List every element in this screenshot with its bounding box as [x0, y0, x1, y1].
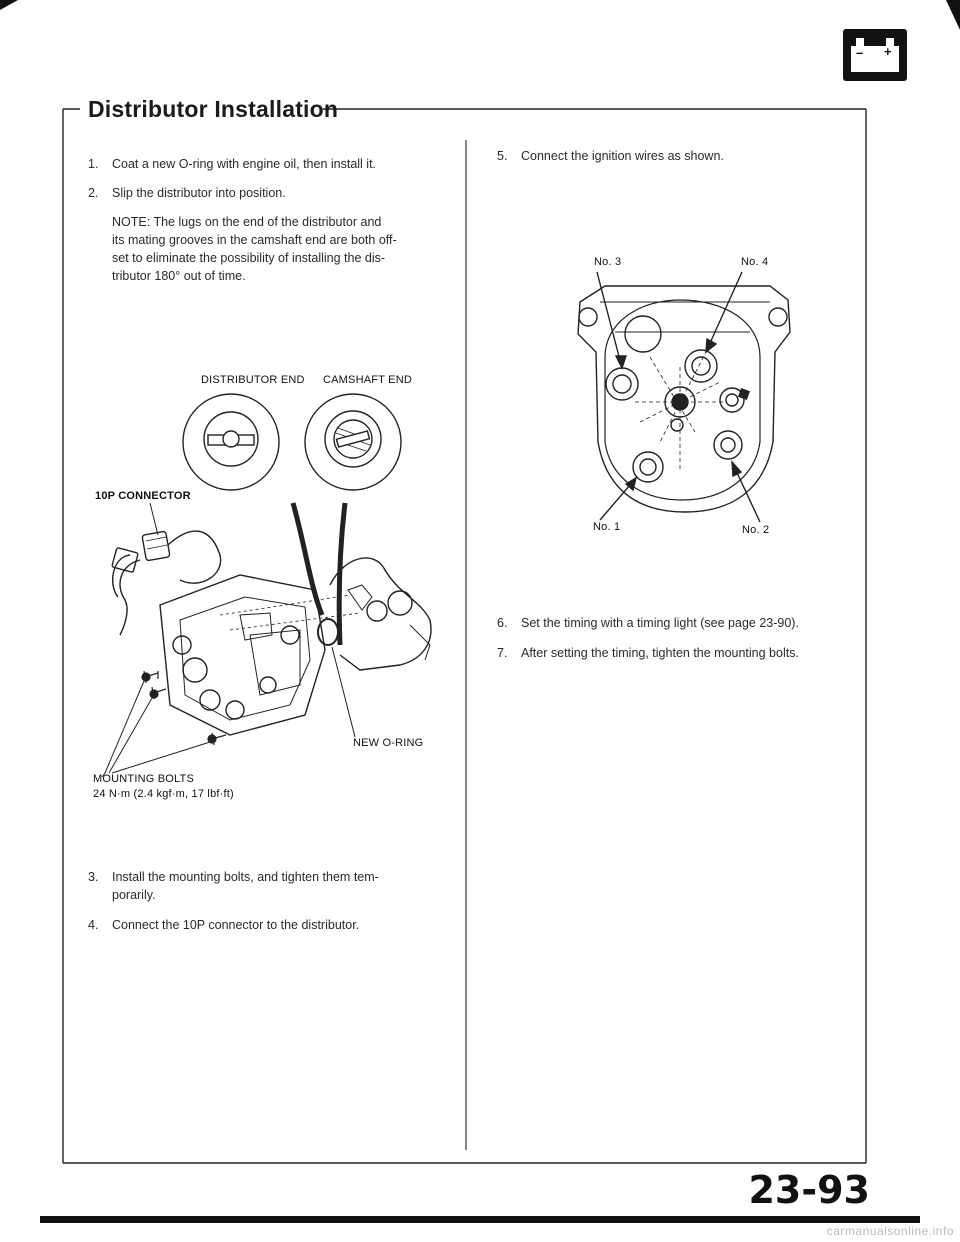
battery-minus-sign: –	[856, 45, 864, 60]
step-5	[497, 147, 857, 165]
note-line: set to eliminate the possibility of installing the dis-	[112, 251, 386, 265]
step-number: 6.	[497, 616, 508, 630]
step-number: 7.	[497, 646, 508, 660]
label-cylinder-2: No. 2	[742, 524, 770, 536]
step-number: 5.	[497, 149, 508, 163]
watermark: carmanualsonline.info	[826, 1224, 954, 1238]
step-6	[497, 614, 857, 632]
note-line: tributor 180° out of time.	[112, 269, 246, 283]
step-1	[88, 155, 458, 173]
step-text: porarily.	[112, 888, 156, 902]
note-block	[112, 213, 460, 285]
distributor-installation-diagram	[100, 385, 440, 805]
step-text-block	[112, 916, 359, 934]
label-cylinder-1: No. 1	[593, 521, 621, 533]
label-cylinder-3: No. 3	[594, 256, 622, 268]
step-text: After setting the timing, tighten the mounting bolts.	[521, 646, 799, 660]
step-text-block	[112, 868, 379, 904]
battery-icon	[842, 28, 908, 82]
step-number: 2.	[88, 186, 99, 200]
step-text: Set the timing with a timing light (see page 23-90).	[521, 616, 799, 630]
step-number: 3.	[88, 870, 99, 884]
note-line: NOTE: The lugs on the end of the distributor and	[112, 215, 382, 229]
label-new-oring: NEW O-RING	[353, 737, 424, 749]
step-text: Slip the distributor into position.	[112, 186, 286, 200]
step-text: Coat a new O-ring with engine oil, then install it.	[112, 157, 377, 171]
step-number: 4.	[88, 918, 99, 932]
distributor-cap-diagram	[560, 272, 800, 512]
note-line: its mating grooves in the camshaft end are both off-	[112, 233, 397, 247]
label-distributor-end: DISTRIBUTOR END	[201, 374, 305, 386]
label-camshaft-end: CAMSHAFT END	[323, 374, 412, 386]
label-torque-spec: 24 N·m (2.4 kgf·m, 17 lbf·ft)	[93, 788, 234, 800]
step-7	[497, 644, 857, 662]
label-cylinder-4: No. 4	[741, 256, 769, 268]
label-10p-connector: 10P CONNECTOR	[95, 490, 191, 502]
step-2	[88, 184, 458, 202]
step-text: Connect the ignition wires as shown.	[521, 149, 724, 163]
battery-plus-sign: +	[884, 44, 892, 59]
step-number: 1.	[88, 157, 99, 171]
page-title: Distributor Installation	[88, 96, 339, 122]
step-text: Connect the 10P connector to the distributor.	[112, 918, 360, 932]
label-mounting-bolts: MOUNTING BOLTS	[93, 773, 194, 785]
page-number: 23-93	[748, 1168, 870, 1212]
step-text: Install the mounting bolts, and tighten them tem-	[112, 870, 379, 884]
